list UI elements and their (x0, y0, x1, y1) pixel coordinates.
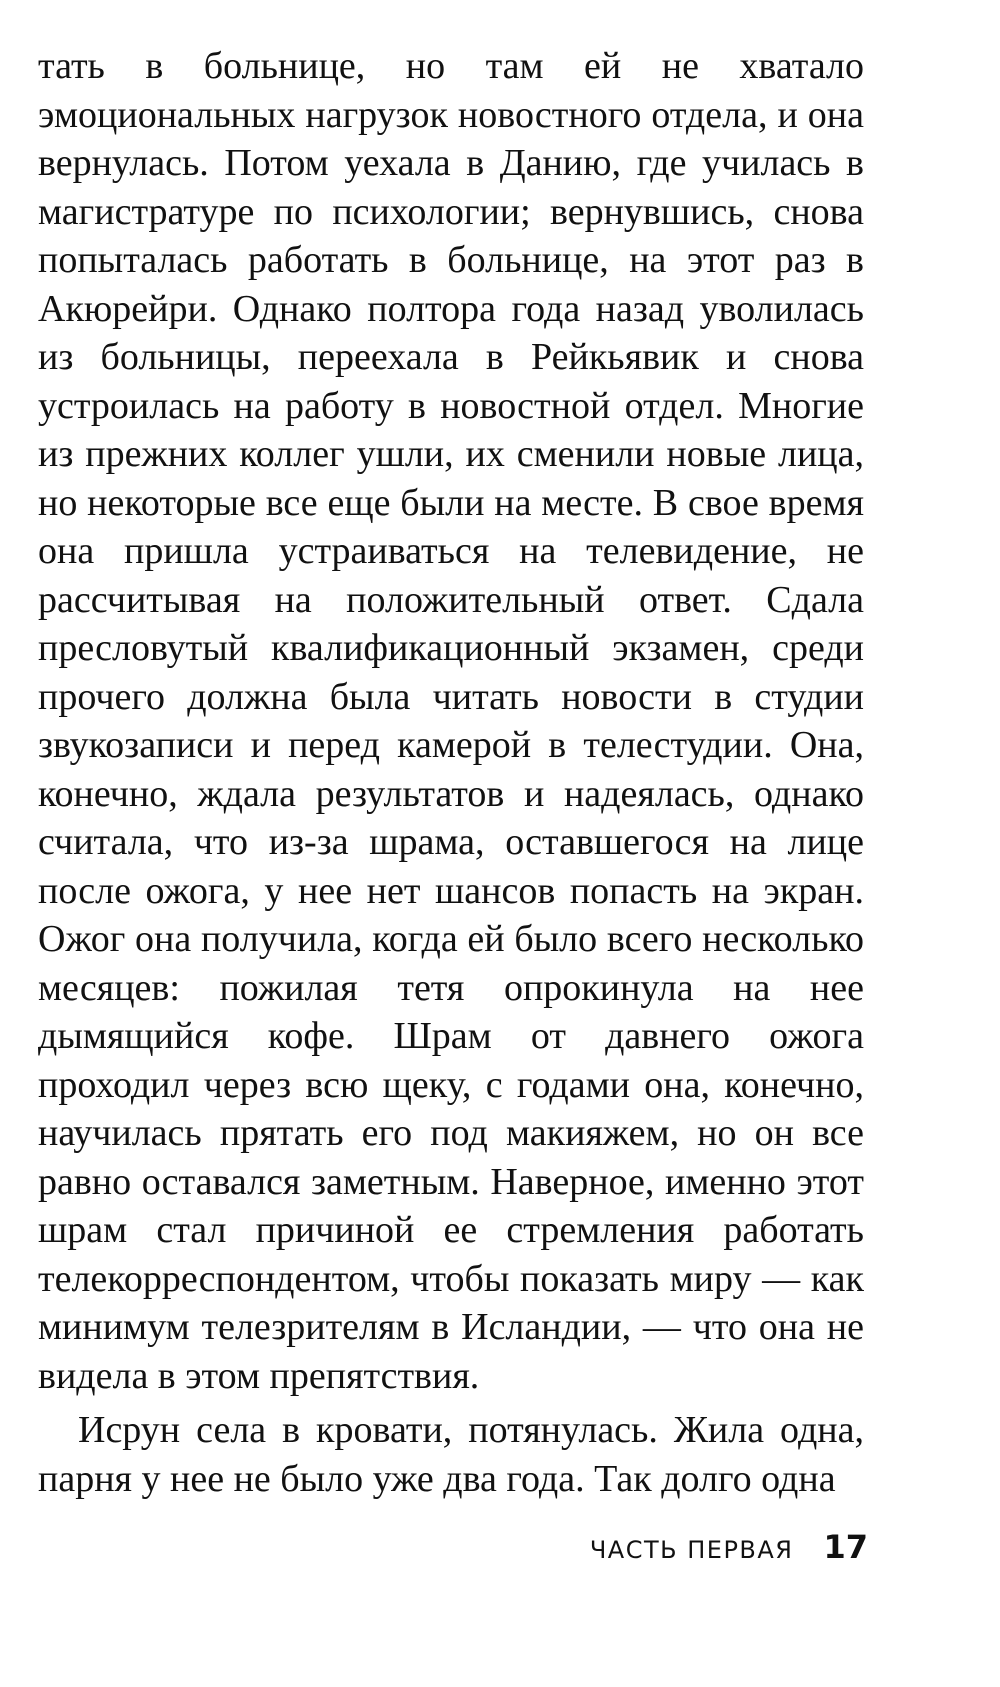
page-number: 17 (823, 1528, 868, 1566)
body-text (38, 42, 864, 1503)
page-footer (590, 1528, 868, 1566)
paragraph: Исрун села в кровати, потянулась. Жила одна, парня у нее не было уже два года. Так долго одна (38, 1409, 864, 1500)
paragraph: тать в больнице, но там ей не хватало эмоциональных нагрузок новостного отдела, и она вернулась. Потом уехала в Данию, где училась в магистратуре по психологии; вернувшись, снова попыталась работать в больнице, на этот раз в Акюрейри. Однако полтора года назад уволилась из больницы, переехала в Рейкьявик и снова устроилась на работу в новостной отдел. Многие из прежних коллег ушли, их сменили новые лица, но некоторые все еще были на месте. В свое время она пришла устраиваться на телевидение, не рассчитывая на положительный ответ. Сдала пресловутый квалификационный экзамен, среди прочего должна была читать новости в студии звукозаписи и перед камерой в телестудии. Она, конечно, ждала результатов и надеялась, однако считала, что из-за шрама, оставшегося на лице после ожога, у нее нет шансов попасть на экран. Ожог она получила, когда ей было всего несколько месяцев: пожилая тетя опрокинула на нее дымящийся кофе. Шрам от давнего ожога проходил через всю щеку, с годами она, конечно, научилась прятать его под макияжем, но он все равно оставался заметным. Наверное, именно этот шрам стал причиной ее стремления работать телекорреспондентом, чтобы показать миру — как минимум телезрителям в Исландии, — что она не видела в этом препятствия. (38, 45, 864, 1397)
running-footer-section: ЧАСТЬ ПЕРВАЯ (589, 1536, 794, 1564)
